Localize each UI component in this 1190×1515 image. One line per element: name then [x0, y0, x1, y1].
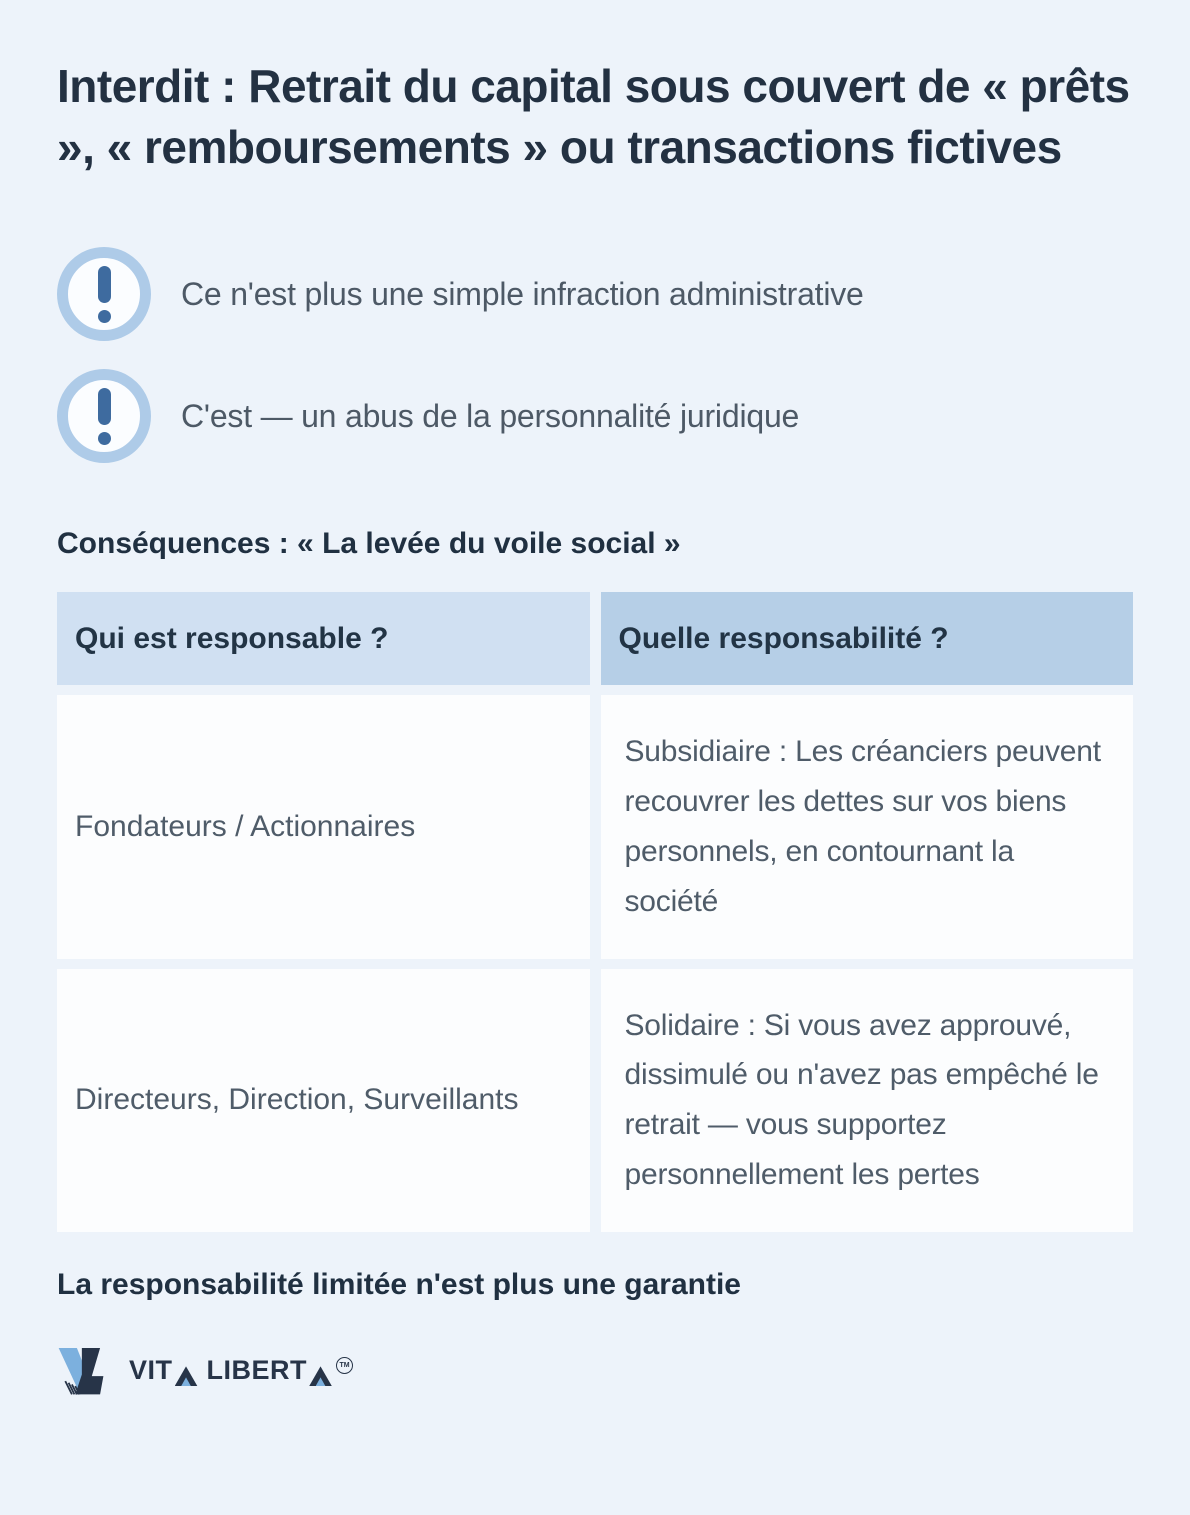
- table-header-who: Qui est responsable ?: [57, 592, 590, 685]
- table-header-what: Quelle responsabilité ?: [601, 592, 1134, 685]
- exclamation-bar: [98, 266, 111, 303]
- footer-note: La responsabilité limitée n'est plus une garantie: [57, 1267, 741, 1301]
- alert-list: [57, 247, 1133, 463]
- table-cell-what: Subsidiaire : Les créanciers peuvent recouvrer les dettes sur vos biens personnels, en contournant la société: [601, 695, 1134, 958]
- responsibility-table: [57, 592, 1133, 1231]
- exclamation-circle-icon: [57, 369, 151, 463]
- page-title: Interdit : Retrait du capital sous couvert de « prêts », « remboursements » ou transactions fictives: [57, 60, 1130, 173]
- table-cell-who: [57, 695, 590, 958]
- alert-text: Ce n'est plus une simple infraction administrative: [181, 275, 864, 312]
- exclamation-bar: [98, 388, 111, 425]
- table-cell-who: [57, 969, 590, 1232]
- exclamation-dot: [98, 310, 111, 323]
- brand-logo: [57, 1346, 1133, 1398]
- who-label: Directeurs, Direction, Surveillants: [75, 1083, 519, 1117]
- wordmark-segment: LIBERT: [206, 1355, 308, 1386]
- vita-liberta-logo-icon: [57, 1346, 115, 1398]
- wordmark-segment: VIT: [129, 1355, 173, 1386]
- who-label: Fondateurs / Actionnaires: [75, 810, 416, 844]
- logo-letter-a-icon: [175, 1366, 198, 1386]
- trademark-badge: TM: [336, 1357, 353, 1374]
- logo-letter-a-icon: [309, 1366, 332, 1386]
- alert-text: C'est — un abus de la personnalité juridique: [181, 397, 800, 434]
- consequences-heading: Conséquences : « La levée du voile social »: [57, 527, 681, 561]
- table-cell-what: Solidaire : Si vous avez approuvé, dissimulé ou n'avez pas empêché le retrait — vous supportez personnellement les pertes: [601, 969, 1134, 1232]
- alert-item: [57, 247, 1133, 341]
- alert-item: [57, 369, 1133, 463]
- exclamation-circle-icon: [57, 247, 151, 341]
- exclamation-dot: [98, 432, 111, 445]
- brand-wordmark: [129, 1357, 353, 1386]
